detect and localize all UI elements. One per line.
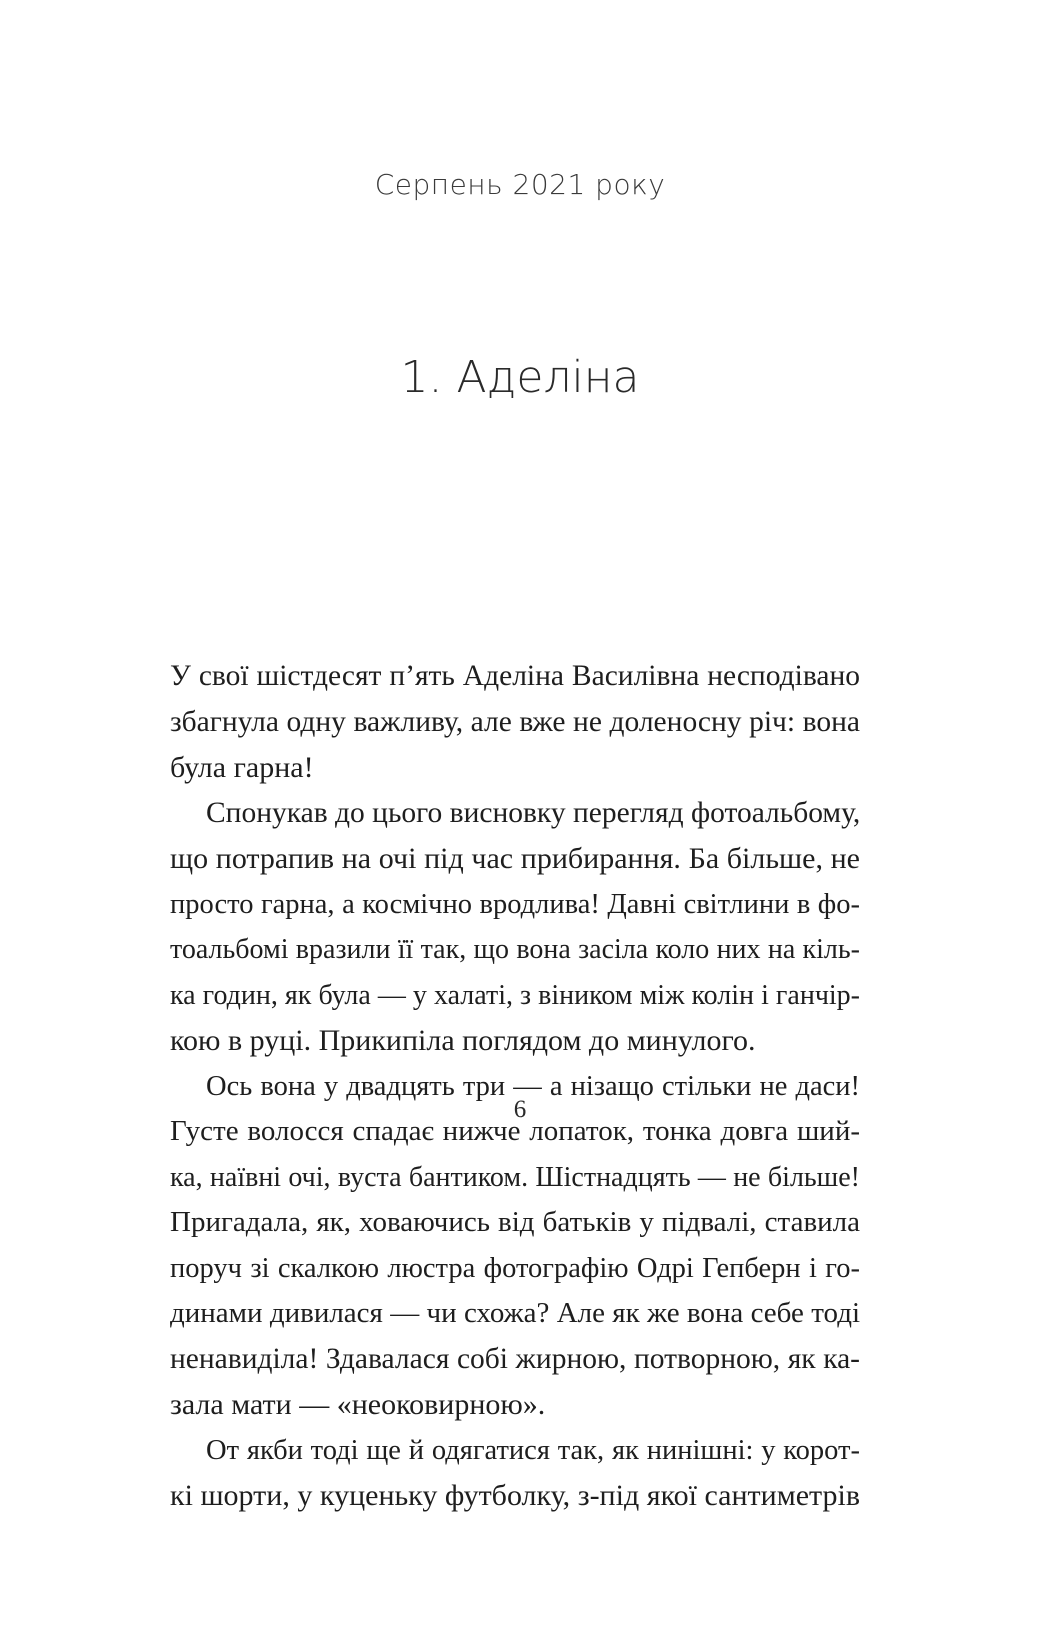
text-line: просто гарна, а космічно вродлива! Давні світлини в фо-	[170, 888, 860, 920]
text-line: Пригадала, як, ховаючись від батьків у підвалі, ставила	[170, 1206, 860, 1238]
paragraph	[170, 1428, 860, 1519]
text-line: що потрапив на очі під час прибирання. Ба більше, не	[170, 842, 860, 875]
text-line: динами дивилася — чи схожа? Але як же вона себе тоді	[170, 1297, 860, 1329]
chapter-title: 1. Аделіна	[400, 352, 640, 403]
page-number: 6	[513, 1096, 527, 1123]
text-line: Ось вона у двадцять три — а нізащо стільки не даси!	[206, 1070, 860, 1102]
text-line: У свої шістдесят п’ять Аделіна Василівна несподівано	[170, 660, 860, 692]
text-line: збагнула одну важливу, але вже не доленосну річ: вона	[170, 705, 860, 738]
text-line: ка, наївні очі, вуста бантиком. Шістнадцять — не більше!	[170, 1161, 860, 1193]
section-date: Серпень 2021 року	[374, 168, 666, 201]
paragraph	[170, 654, 860, 791]
text-line: ненавиділа! Здавалася собі жирною, потворною, як ка-	[170, 1342, 860, 1375]
paragraph	[170, 791, 860, 1064]
text-line: поруч зі скалкою люстра фотографію Одрі Гепберн і го-	[170, 1252, 860, 1284]
text-line: Густе волосся спадає нижче лопаток, тонка довга ший-	[170, 1115, 860, 1147]
text-line: кі шорти, у куценьку футболку, з-під якої сантиметрів	[170, 1479, 860, 1512]
text-line: була гарна!	[170, 751, 314, 784]
body-text	[170, 654, 860, 1519]
text-line: Спонукав до цього висновку перегляд фотоальбому,	[206, 796, 860, 829]
text-line: От якби тоді ще й одягатися так, як нинішні: у корот-	[206, 1434, 860, 1466]
text-line: ка годин, як була — у халаті, з віником між колін і ганчір-	[170, 979, 860, 1011]
text-line: тоальбомі вразили її так, що вона засіла коло них на кіль-	[170, 934, 860, 965]
text-line: зала мати — «неоковирною».	[170, 1388, 546, 1421]
text-line: кою в руці. Прикипіла поглядом до минулого.	[170, 1024, 756, 1057]
